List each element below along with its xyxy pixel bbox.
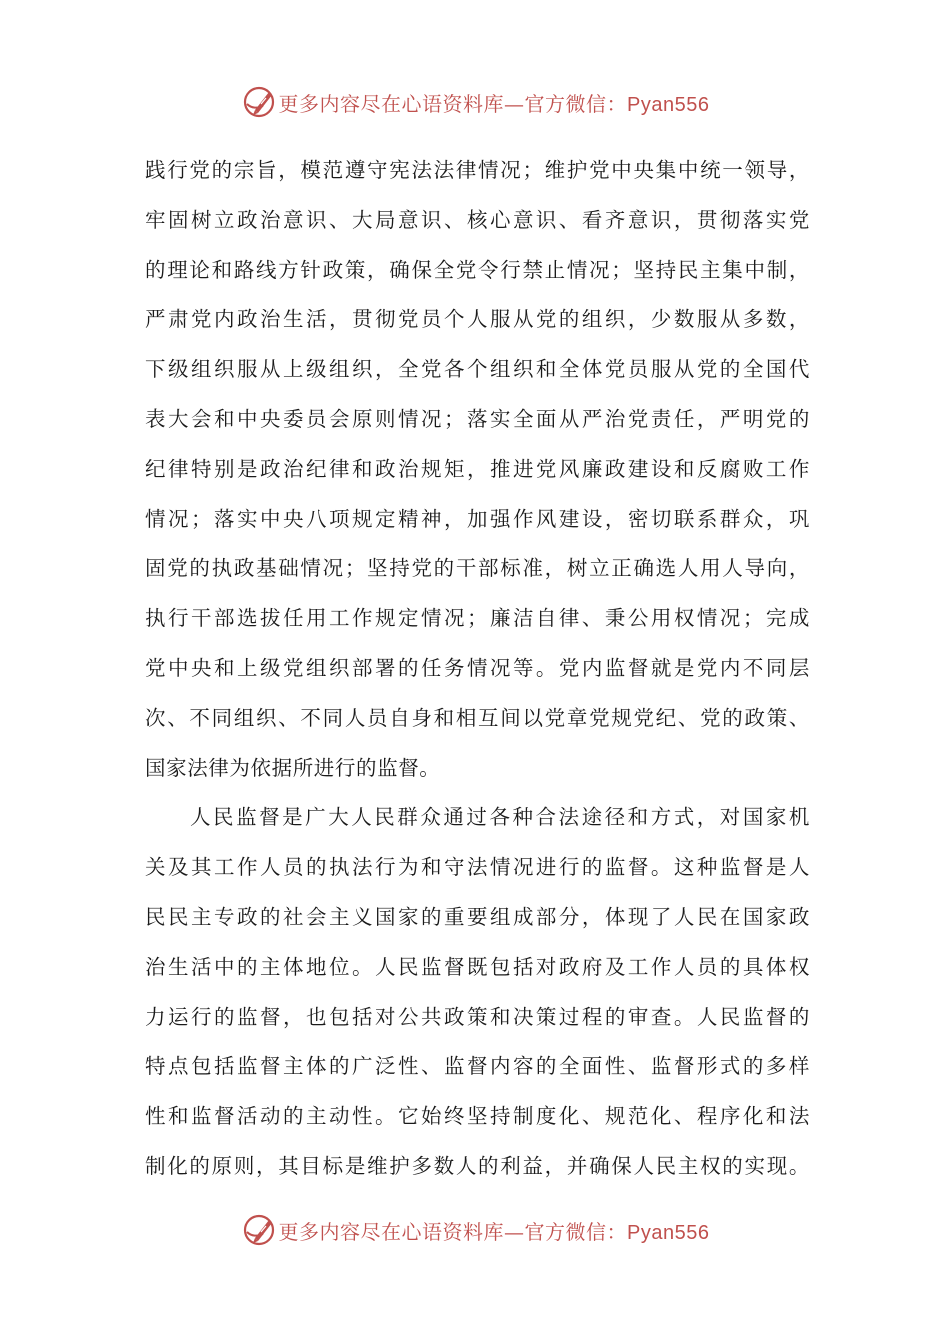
header-banner-text: 更多内容尽在心语资料库—官方微信：Pyan556 — [278, 91, 710, 116]
text-line: 严肃党内政治生活，贯彻党员个人服从党的组织，少数服从多数， — [145, 307, 810, 332]
document-body — [145, 146, 810, 1192]
header-banner — [0, 82, 950, 122]
text-line: 力运行的监督，也包括对公共政策和决策过程的审查。人民监督的 — [145, 1004, 810, 1029]
text-line: 次、不同组织、不同人员自身和相互间以党章党规党纪、党的政策、 — [145, 705, 810, 730]
footer-banner-text: 更多内容尽在心语资料库—官方微信：Pyan556 — [278, 1219, 710, 1244]
paragraph-1 — [145, 146, 810, 793]
footer-wechat-id: Pyan556 — [627, 1221, 710, 1244]
header-wechat-id: Pyan556 — [627, 93, 710, 116]
text-line: 情况；落实中央八项规定精神，加强作风建设，密切联系群众，巩 — [145, 506, 810, 531]
text-line: 制化的原则，其目标是维护多数人的利益，并确保人民主权的实现。 — [145, 1153, 810, 1178]
text-line: 表大会和中央委员会原则情况；落实全面从严治党责任，严明党的 — [145, 406, 810, 431]
text-line: 民民主专政的社会主义国家的重要组成部分，体现了人民在国家政 — [145, 904, 810, 929]
pen-logo-icon — [241, 84, 277, 120]
text-line: 纪律特别是政治纪律和政治规矩，推进党风廉政建设和反腐败工作 — [145, 456, 810, 481]
footer-banner — [0, 1210, 950, 1250]
text-line: 下级组织服从上级组织，全党各个组织和全体党员服从党的全国代 — [145, 357, 810, 382]
text-line: 的理论和路线方针政策，确保全党令行禁止情况；坚持民主集中制， — [145, 257, 810, 282]
pen-logo-icon — [241, 1212, 277, 1248]
text-line: 执行干部选拔任用工作规定情况；廉洁自律、秉公用权情况；完成 — [145, 606, 810, 631]
paragraph-2 — [145, 793, 810, 1191]
text-line: 牢固树立政治意识、大局意识、核心意识、看齐意识，贯彻落实党 — [145, 207, 810, 232]
text-line: 践行党的宗旨，模范遵守宪法法律情况；维护党中央集中统一领导， — [145, 158, 810, 182]
text-line: 治生活中的主体地位。人民监督既包括对政府及工作人员的具体权 — [145, 954, 810, 979]
text-line: 关及其工作人员的执法行为和守法情况进行的监督。这种监督是人 — [145, 855, 810, 880]
text-line: 国家法律为依据所进行的监督。 — [145, 755, 441, 780]
text-line: 固党的执政基础情况；坚持党的干部标准，树立正确选人用人导向， — [145, 556, 810, 581]
text-line: 人民监督是广大人民群众通过各种合法途径和方式，对国家机 — [190, 805, 810, 830]
text-line: 党中央和上级党组织部署的任务情况等。党内监督就是党内不同层 — [145, 655, 810, 680]
text-line: 特点包括监督主体的广泛性、监督内容的全面性、监督形式的多样 — [145, 1054, 810, 1079]
text-line: 性和监督活动的主动性。它始终坚持制度化、规范化、程序化和法 — [145, 1104, 810, 1129]
